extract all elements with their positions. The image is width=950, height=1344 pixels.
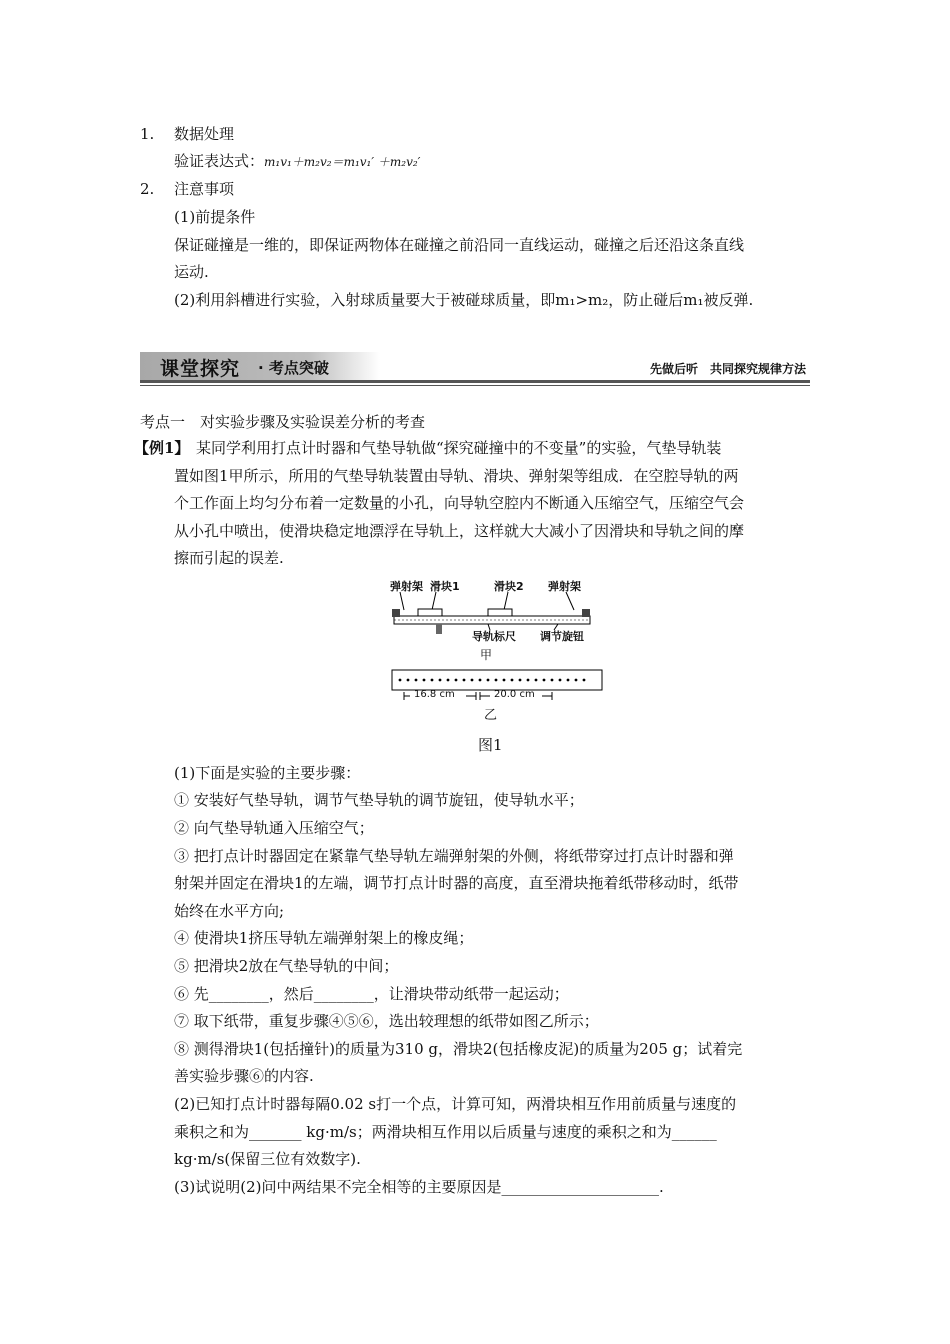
section2-title: 注意事项 <box>174 180 235 198</box>
item1-text-b: 运动. <box>174 263 209 281</box>
question-2b: 乘积之和为_______ kg·m/s；两滑块相互作用以后质量与速度的乘积之和为______ <box>174 1123 717 1141</box>
label-launcher-right: 弹射架 <box>548 580 581 593</box>
section1-title: 数据处理 <box>174 125 235 143</box>
formula: m₁v₁＋m₂v₂＝m₁v₁′ ＋m₂v₂′ <box>264 155 421 169</box>
banner-rule <box>140 380 810 383</box>
step-1: ① 安装好气垫导轨，调节气垫导轨的调节旋钮，使导轨水平； <box>174 791 584 809</box>
item1-text-a: 保证碰撞是一维的，即保证两物体在碰撞之前沿同一直线运动，碰撞之后还沿这条直线 <box>174 236 745 254</box>
label-dist2: 20.0 cm <box>494 689 535 700</box>
example-p2: 置如图1甲所示，所用的气垫导轨装置由导轨、滑块、弹射架等组成．在空腔导轨的两 <box>174 467 739 485</box>
figure-1 <box>380 576 610 723</box>
label-slider2: 滑块2 <box>494 580 524 593</box>
example-p1: 某同学利用打点计时器和气垫导轨做“探究碰撞中的不变量”的实验，气垫导轨装 <box>196 439 722 457</box>
banner-motto: 先做后听 共同探究规律方法 <box>649 362 806 376</box>
example-p5: 擦而引起的误差. <box>174 549 284 567</box>
step-6: ⑥ 先________，然后________，让滑块带动纸带一起运动； <box>174 985 569 1003</box>
banner-rule-thin <box>140 385 810 386</box>
step-3b: 射架并固定在滑块1的左端，调节打点计时器的高度，直至滑块拖着纸带移动时，纸带 <box>174 874 739 892</box>
question-1: (1)下面是实验的主要步骤： <box>174 764 361 782</box>
label-ruler: 导轨标尺 <box>472 630 516 643</box>
banner-subtitle: · 考点突破 <box>258 359 329 377</box>
example-p4: 从小孔中喷出，使滑块稳定地漂浮在导轨上，这样就大大减小了因滑块和导轨之间的摩 <box>174 522 745 540</box>
label-launcher-left: 弹射架 <box>390 580 423 593</box>
step-3c: 始终在水平方向; <box>174 902 285 920</box>
formula-line <box>174 151 420 172</box>
question-2c: kg·m/s(保留三位有效数字). <box>174 1150 361 1168</box>
step-3a: ③ 把打点计时器固定在紧靠气垫导轨左端弹射架的外侧，将纸带穿过打点计时器和弹 <box>174 847 734 865</box>
section-banner <box>140 340 810 384</box>
label-jia: 甲 <box>480 648 493 662</box>
formula-label: 验证表达式： <box>174 152 265 170</box>
label-slider1: 滑块1 <box>430 580 460 593</box>
section1-number: 1. <box>140 125 155 143</box>
kaodian-title: 考点一 对实验步骤及实验误差分析的考查 <box>140 413 426 431</box>
section2-number: 2. <box>140 180 155 198</box>
step-8a: ⑧ 测得滑块1(包括撞针)的质量为310 g，滑块2(包括橡皮泥)的质量为205 g；试着完 <box>174 1040 743 1058</box>
step-8b: 善实验步骤⑥的内容. <box>174 1067 314 1085</box>
step-7: ⑦ 取下纸带，重复步骤④⑤⑥，选出较理想的纸带如图乙所示； <box>174 1012 599 1030</box>
label-knob: 调节旋钮 <box>540 630 584 643</box>
step-5: ⑤ 把滑块2放在气垫导轨的中间； <box>174 957 399 975</box>
banner-title: 课堂探究 <box>160 358 241 380</box>
question-2a: (2)已知打点计时器每隔0.02 s打一个点，计算可知，两滑块相互作用前质量与速度的 <box>174 1095 737 1113</box>
figure-caption: 图1 <box>478 736 503 754</box>
item1-title: (1)前提条件 <box>174 208 256 226</box>
example-tag: 【例1】 <box>134 439 190 457</box>
label-dist1: 16.8 cm <box>414 689 455 700</box>
step-4: ④ 使滑块1挤压导轨左端弹射架上的橡皮绳； <box>174 929 474 947</box>
question-3: (3)试说明(2)问中两结果不完全相等的主要原因是_____________________. <box>174 1178 664 1196</box>
example-p3: 个工作面上均匀分布着一定数量的小孔，向导轨空腔内不断通入压缩空气，压缩空气会 <box>174 494 745 512</box>
step-2: ② 向气垫导轨通入压缩空气； <box>174 819 374 837</box>
item2-text: (2)利用斜槽进行实验，入射球质量要大于被碰球质量，即m₁>m₂，防止碰后m₁被反弹. <box>174 291 754 309</box>
label-yi: 乙 <box>484 708 498 723</box>
